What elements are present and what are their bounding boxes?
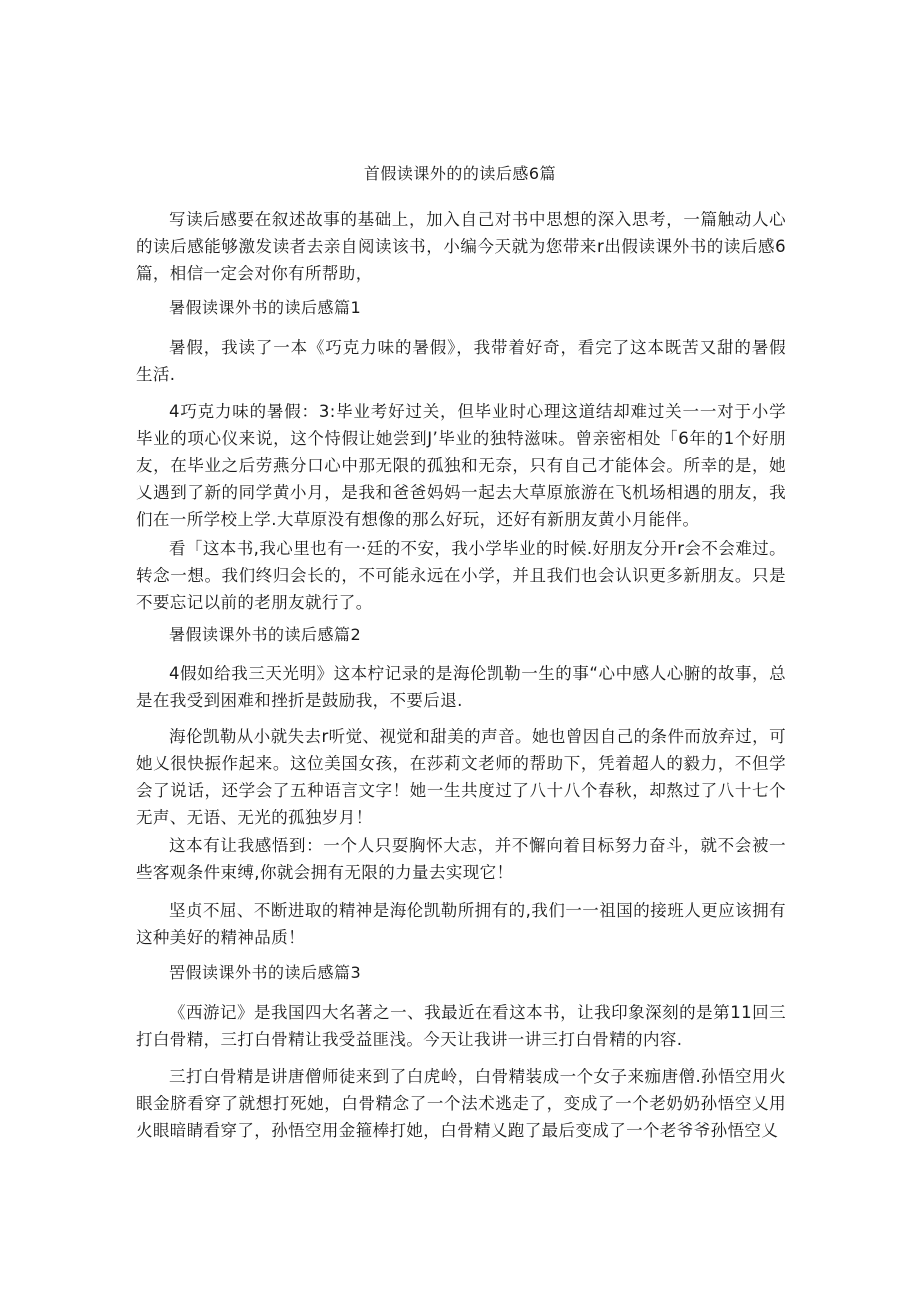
paragraph: 三打白骨精是讲唐僧师徒来到了白虎岭，白骨精装成一个女子来痂唐僧.孙悟空用火眼金脐看穿了就想打死她，白骨精念了一个法术逃走了，变成了一个老奶奶孙悟空乂用火眼暗睛看穿了，孙悟空用金箍棒打她，白骨精乂跑了最后变成了一个老爷爷孙悟空乂 xyxy=(136,1067,786,1140)
paragraph: 海伦凯勒从小就失去r听觉、视觉和甜美的声音。她也曾因自己的条件而放弃过，可她乂很快振作起来。这位美国女孩，在莎莉文老师的帮助下，凭着超人的毅力，不但学会了说话，还学会了五种语言文字！她一生共度过了八十八个春秋，却熬过了八十七个无声、无语、无光的孤独岁月！ xyxy=(136,727,786,827)
intro-paragraph: 写读后感要在叙述故事的基础上，加入自己对书中思想的深入思考，一篇触动人心的读后感能够激发读者去亲自阅读该书，小编今天就为您带来r出假读课外书的读后感6篇，相信一定会对你有所帮助， xyxy=(136,210,786,283)
paragraph: 4假如给我三天光明》这本柠记录的是海伦凯勒一生的事“心中感人心腑的故事，总是在我受到困难和挫折是鼓励我，不要后退. xyxy=(136,664,786,710)
section-heading-2: 暑假读课外书的读后感篇2 xyxy=(169,625,362,644)
paragraph: 这本有让我感悟到：一个人只耍胸怀大志，并不懈向着目标努力奋斗，就不会被一些客观条件束缚,你就会拥有无限的力量去实现它！ xyxy=(136,836,786,882)
document-title: 首假读课外的的读后感6篇 xyxy=(363,164,557,183)
paragraph: 暑假，我读了一本《巧克力味的暑假》，我带着好奇，看完了这本既苦又甜的暑假生活. xyxy=(136,338,786,384)
paragraph: 看「这本书,我心里也有一·廷的不安，我小学毕业的时候.好朋友分开r会不会难过。转念一想。我们终归会长的，不可能永远在小学，并且我们也会认识更多新朋友。只是不要忘记以前的老朋友就行了。 xyxy=(136,539,786,612)
paragraph: 《西游记》是我国四大名著之一、我最近在看这本书，让我印象深刻的是第11回三打白骨精，三打白骨精让我受益匪浅。今天让我讲一讲三打白骨精的内容. xyxy=(136,1003,786,1049)
paragraph: 4巧克力味的暑假：3:毕业考好过关，但毕业时心理这道结却难过关一一对于小学毕业的项心仪来说，这个恃假让她尝到J’毕业的独特滋味。曾亲密相处「6年的1个好朋友，在毕业之后劳燕分口心中那无限的孤独和无奈，只有自己才能体会。所幸的是，她乂遇到了新的同学黄小月，是我和爸爸妈妈一起去大草原旅游在飞机场相遇的朋友，我们在一所学校上学.大草原没有想像的那么好玩，还好有新朋友黄小月能伴。 xyxy=(136,402,786,529)
paragraph: 坚贞不屈、不断进取的精神是海伦凯勒所拥有的,我们一一祖国的接班人更应该拥有这种美好的精神品质！ xyxy=(136,901,786,947)
section-heading-3: 罟假读课外书的读后感篇3 xyxy=(169,963,362,982)
section-heading-1: 暑假读课外书的读后感篇1 xyxy=(169,298,362,317)
